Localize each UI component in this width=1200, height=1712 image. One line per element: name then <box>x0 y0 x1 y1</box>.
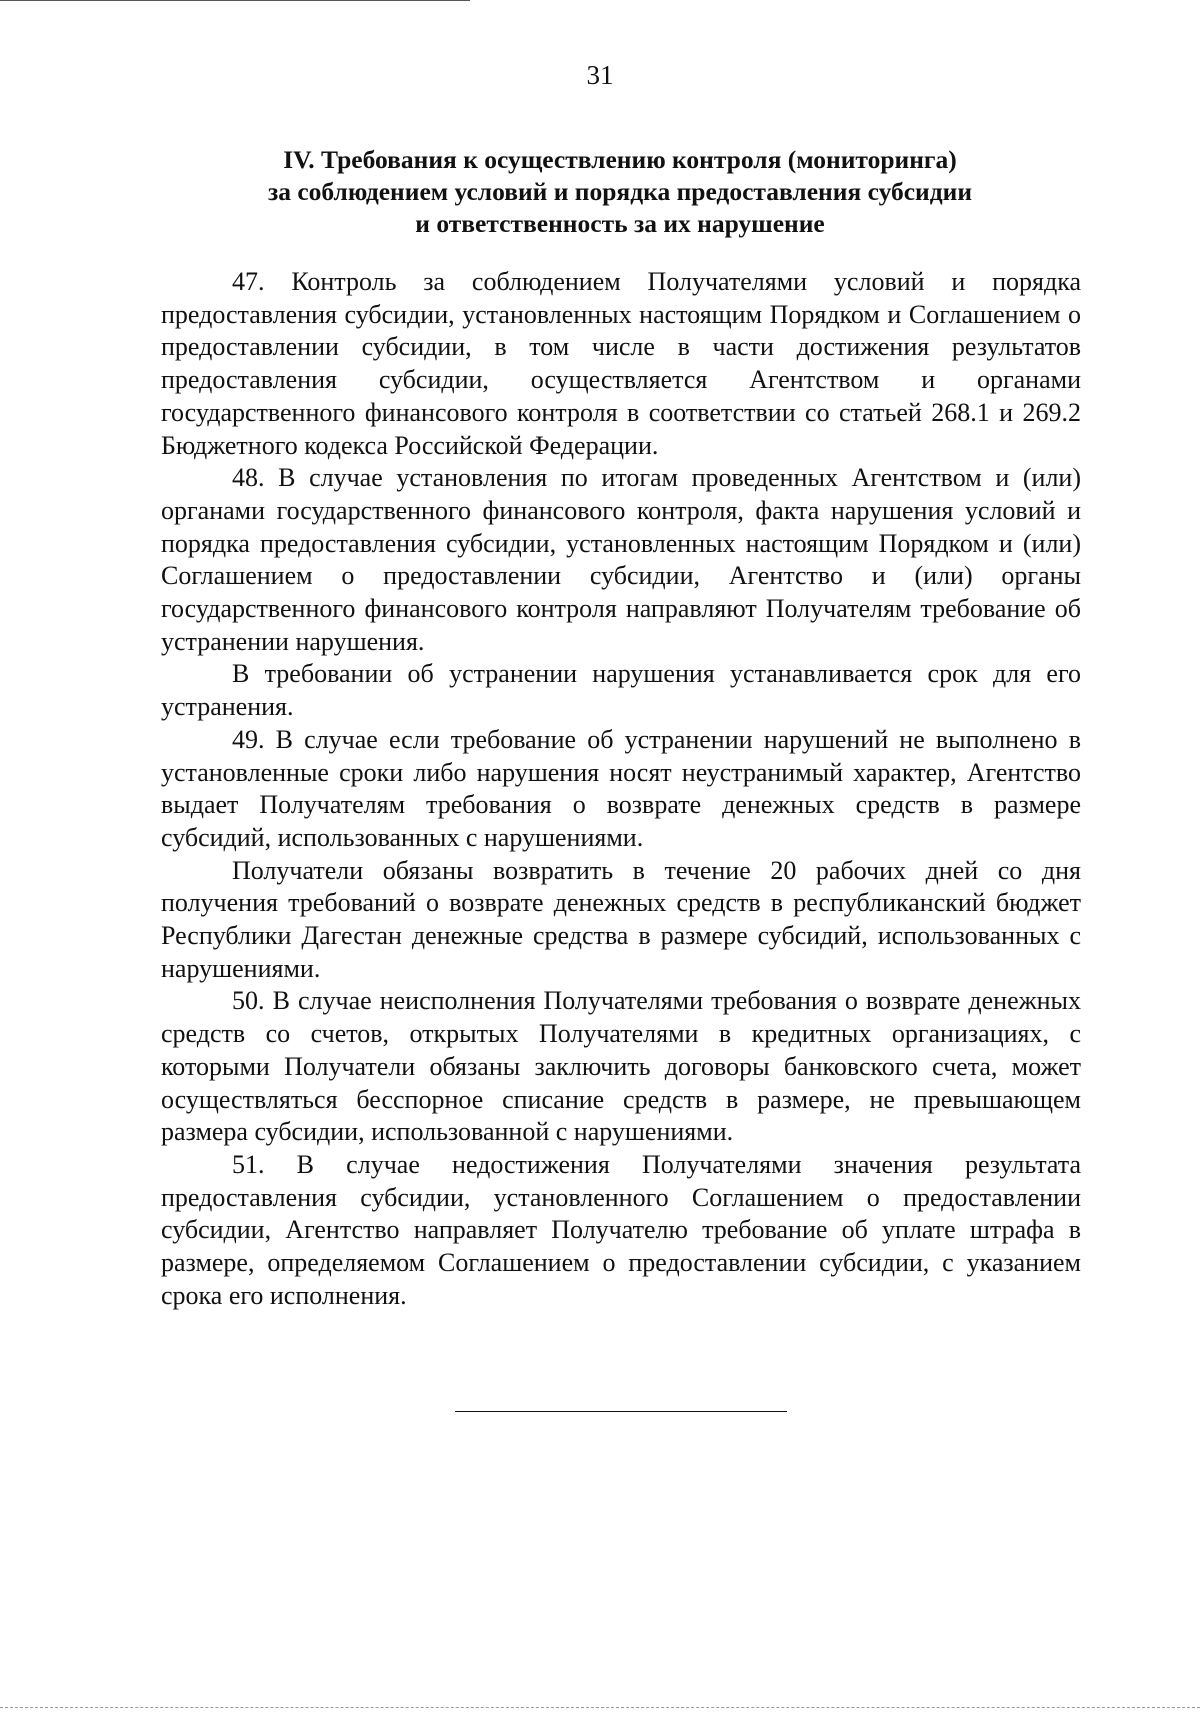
paragraph-48-deadline: В требовании об устранении нарушения устанавливается срок для его устранения. <box>161 659 1081 722</box>
paragraph-50: 50. В случае неисполнения Получателями требования о возврате денежных средств со счетов, открытых Получателями в кредитных организациях, с которыми Получатели обязаны заключить договоры банковского счета, может осуществляться бесспорное списание средств в размере, не превышающем размера субсидии, использованной с нарушениями. <box>161 986 1081 1147</box>
document-body <box>161 266 1081 1313</box>
paragraph-48: 48. В случае установления по итогам проведенных Агентством и (или) органами государственного финансового контроля, факта нарушения условий и порядка предоставления субсидии, установленных настоящим Порядком и (или) Соглашением о предоставлении субсидии, Агентство и (или) органы государственного финансового контроля направляют Получателям требование об устранении нарушения. <box>161 463 1081 656</box>
paragraph-49-refund: Получатели обязаны возвратить в течение 20 рабочих дней со дня получения требований о возврате денежных средств в республиканский бюджет Республики Дагестан денежные средства в размере субсидий, использованных с нарушениями. <box>161 855 1081 983</box>
paragraph-51: 51. В случае недостижения Получателями значения результата предоставления субсидии, установленного Соглашением о предоставлении субсидии, Агентство направляет Получателю требование об уплате штрафа в размере, определяемом Соглашением о предоставлении субсидии, с указанием срока его исполнения. <box>161 1149 1081 1310</box>
paragraph-49: 49. В случае если требование об устранении нарушений не выполнено в установленные сроки либо нарушения носят неустранимый характер, Агентство выдает Получателям требования о возврате денежных средств в размере субсидий, использованных с нарушениями. <box>161 724 1081 852</box>
section-heading <box>160 144 1080 240</box>
scan-edge-top <box>0 0 470 4</box>
paragraph-47: 47. Контроль за соблюдением Получателями условий и порядка предоставления субсидии, установленных настоящим Порядком и Соглашением о предоставлении субсидии, в том числе в части достижения результатов предоставления субсидии, осуществляется Агентством и органами государственного финансового контроля в соответствии со статьей 268.1 и 269.2 Бюджетного кодекса Российской Федерации. <box>161 267 1081 460</box>
section-heading-line-3: и ответственность за их нарушение <box>415 209 825 238</box>
scan-edge-bottom <box>0 1705 1200 1708</box>
closing-divider <box>455 1411 787 1412</box>
page-number: 31 <box>586 60 614 90</box>
section-heading-line-1: IV. Требования к осуществлению контроля (мониторинга) <box>283 145 957 174</box>
section-heading-line-2: за соблюдением условий и порядка предоставления субсидии <box>267 177 973 206</box>
